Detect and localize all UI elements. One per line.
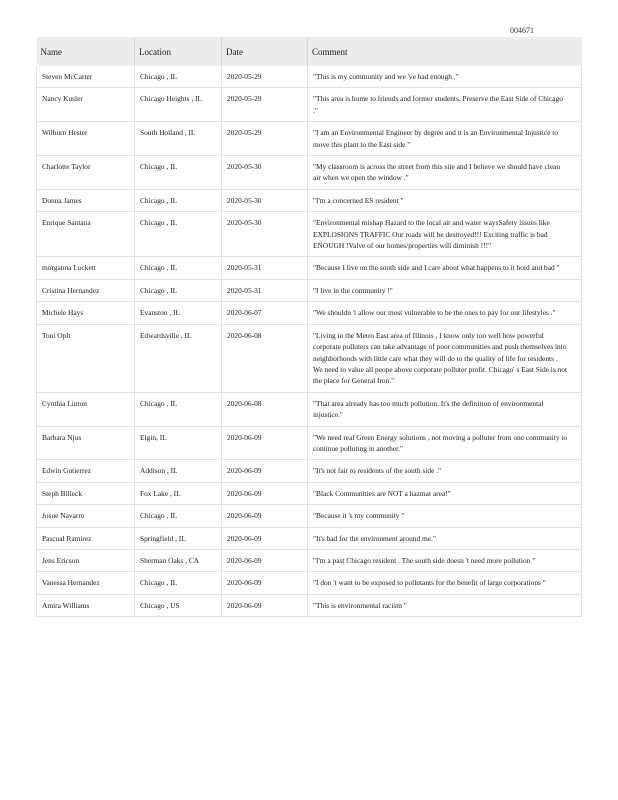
table-row — [37, 594, 582, 616]
cell-date: 2020-06-08 — [222, 324, 308, 392]
cell-date: 2020-05-30 — [222, 189, 308, 211]
table-row — [37, 66, 582, 88]
table-body — [37, 66, 582, 617]
cell-name: Cynthia Linton — [37, 392, 135, 426]
table-row — [37, 482, 582, 504]
table-row — [37, 88, 582, 122]
table-row — [37, 392, 582, 426]
table-row — [37, 527, 582, 549]
cell-name: morganna Lockett — [37, 257, 135, 279]
cell-location: Chicago , IL — [135, 392, 222, 426]
cell-name: Edwin Gutierrez — [37, 460, 135, 482]
cell-location: Springfield , IL — [135, 527, 222, 549]
cell-date: 2020-06-09 — [222, 482, 308, 504]
table-row — [37, 426, 582, 460]
table-header — [37, 37, 582, 66]
cell-name: Josue Navarro — [37, 505, 135, 527]
cell-date: 2020-06-09 — [222, 549, 308, 571]
header-comment: Comment — [308, 37, 582, 66]
table-row — [37, 324, 582, 392]
cell-location: Chicago , IL — [135, 189, 222, 211]
cell-comment: "It's not fair to residents of the south side ." — [308, 460, 582, 482]
cell-comment: "We shouldn 't allow our most vulnerable to be the ones to pay for our lifestyles ." — [308, 302, 582, 324]
cell-date: 2020-06-09 — [222, 572, 308, 594]
cell-comment: "That area already has too much pollution. It's the definition of environmental injustice." — [308, 392, 582, 426]
cell-name: Charlotte Taylor — [37, 156, 135, 190]
table-row — [37, 572, 582, 594]
table-row — [37, 302, 582, 324]
cell-comment: "This area is home to friends and former students. Preserve the East Side of Chicago ." — [308, 88, 582, 122]
table-row — [37, 257, 582, 279]
cell-name: Toni Oplt — [37, 324, 135, 392]
table-row — [37, 189, 582, 211]
cell-name: Enrique Santana — [37, 212, 135, 257]
cell-date: 2020-06-08 — [222, 392, 308, 426]
cell-location: Edwardsville , IL — [135, 324, 222, 392]
cell-location: Chicago , IL — [135, 66, 222, 88]
table-row — [37, 549, 582, 571]
cell-date: 2020-06-09 — [222, 505, 308, 527]
cell-location: Chicago , IL — [135, 572, 222, 594]
cell-comment: "Because I live on the south side and I care about what happens to it hoid and bad " — [308, 257, 582, 279]
cell-name: Cristina Hernandez — [37, 279, 135, 301]
table-row — [37, 279, 582, 301]
cell-name: Pascual Ramirez — [37, 527, 135, 549]
cell-name: Steph Billeck — [37, 482, 135, 504]
cell-location: Chicago , IL — [135, 505, 222, 527]
cell-comment: "This is environmental racism " — [308, 594, 582, 616]
cell-location: Chicago Heights , IL — [135, 88, 222, 122]
cell-location: Chicago , US — [135, 594, 222, 616]
cell-name: Jens Ericson — [37, 549, 135, 571]
table-row — [37, 212, 582, 257]
cell-date: 2020-06-09 — [222, 594, 308, 616]
cell-location: Evanston , IL — [135, 302, 222, 324]
header-row — [37, 37, 582, 66]
cell-date: 2020-05-31 — [222, 279, 308, 301]
cell-location: Chicago , IL — [135, 156, 222, 190]
cell-name: Steven McCarter — [37, 66, 135, 88]
cell-date: 2020-05-29 — [222, 122, 308, 156]
cell-comment: "We need real Green Energy solutions , not moving a polluter from one community to continue polluting in another." — [308, 426, 582, 460]
cell-location: Sherman Oaks , CA — [135, 549, 222, 571]
cell-comment: "My classroom is across the street from this site and I believe we should have clean air when we open the window ." — [308, 156, 582, 190]
cell-name: Vanessa Hernandez — [37, 572, 135, 594]
table-row — [37, 505, 582, 527]
cell-comment: "Living in the Metro East area of Illinois , I know only too well how powerful corporate polluters can take advantage of poor communities and push themselves into neighborhoods with little care what they will do to the quality of life for residents . We need to value all peope above corporate polluter profit. Chicago' s East Side is not the place for General Iron." — [308, 324, 582, 392]
cell-comment: "I'm a concerned ES resident " — [308, 189, 582, 211]
cell-name: Nancy Kusler — [37, 88, 135, 122]
cell-date: 2020-05-30 — [222, 212, 308, 257]
cell-comment: "I live in the community !" — [308, 279, 582, 301]
cell-location: Fox Lake , IL — [135, 482, 222, 504]
table-row — [37, 156, 582, 190]
cell-comment: "Black Communities are NOT a hazmat area!" — [308, 482, 582, 504]
cell-name: Donna James — [37, 189, 135, 211]
table-row — [37, 460, 582, 482]
cell-date: 2020-05-31 — [222, 257, 308, 279]
cell-name: Michele Hays — [37, 302, 135, 324]
cell-comment: "Because it 's my community " — [308, 505, 582, 527]
cell-comment: "I'm a past Chicago resident . The south side doesn 't need more pollution " — [308, 549, 582, 571]
document-number: 004671 — [510, 26, 534, 35]
cell-location: South Holland , IL — [135, 122, 222, 156]
cell-date: 2020-06-09 — [222, 426, 308, 460]
cell-comment: "I don 't want to be exposed to pollutants for the benefit of large corporations " — [308, 572, 582, 594]
cell-name: Amira Williams — [37, 594, 135, 616]
cell-location: Elgin, IL — [135, 426, 222, 460]
table-row — [37, 122, 582, 156]
cell-comment: "I am an Environmental Engineer by degree and it is an Environmental Injustice to move this plant to the East side " — [308, 122, 582, 156]
comments-table — [36, 37, 582, 617]
cell-name: Barbara Njus — [37, 426, 135, 460]
cell-date: 2020-05-29 — [222, 88, 308, 122]
header-date: Date — [222, 37, 308, 66]
cell-date: 2020-06-09 — [222, 460, 308, 482]
cell-date: 2020-05-30 — [222, 156, 308, 190]
cell-date: 2020-06-09 — [222, 527, 308, 549]
cell-comment: "It's bad for the environment around me." — [308, 527, 582, 549]
cell-location: Chicago , IL — [135, 212, 222, 257]
cell-location: Chicago , IL — [135, 279, 222, 301]
cell-date: 2020-05-29 — [222, 66, 308, 88]
cell-location: Chicago , IL — [135, 257, 222, 279]
cell-comment: "This is my community and we 've had enough ." — [308, 66, 582, 88]
cell-date: 2020-06-07 — [222, 302, 308, 324]
header-name: Name — [37, 37, 135, 66]
header-location: Location — [135, 37, 222, 66]
cell-name: Wilburn Hester — [37, 122, 135, 156]
cell-location: Addison , IL — [135, 460, 222, 482]
cell-comment: "Environmental mishap Hazard to the local air and water waysSafety issues like EXPLOSIONS TRAFFIC Our roads will be destroyed!!! Exciting traffic is bad ENOUGH !Valve of our homes/properties will diminish !!!" — [308, 212, 582, 257]
